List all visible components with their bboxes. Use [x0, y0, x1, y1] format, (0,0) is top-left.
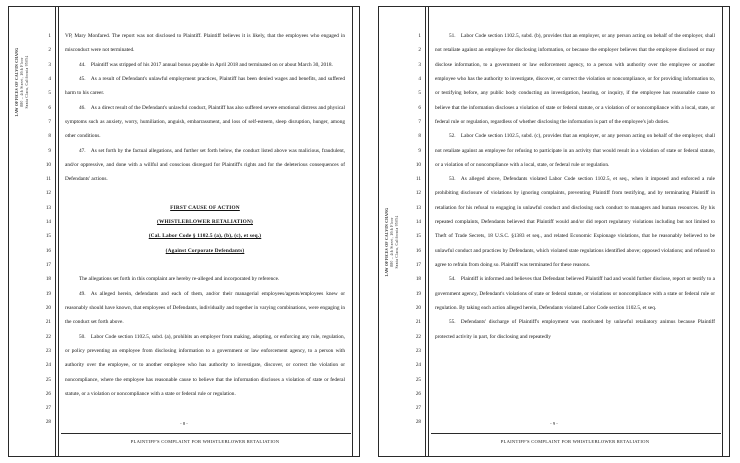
body-paragraph: 49. As alleged herein, defendants and each of them, and/or their managerial employees/agents/employees knew or reasonably should have known, that employees of Defendants, individually and together in varying combinations, were engaging in the conduct set forth above. — [65, 290, 345, 326]
line-number: 3 — [418, 61, 421, 68]
line-number: 10 — [45, 161, 51, 168]
line-number: 20 — [415, 304, 421, 311]
line-number: 4 — [48, 75, 51, 82]
blank-line — [65, 258, 345, 272]
page-sheet — [8, 6, 360, 457]
line-number: 28 — [415, 419, 421, 426]
line-number: 13 — [415, 204, 421, 211]
line-number: 13 — [45, 204, 51, 211]
body-paragraph: The allegations set forth in this complaint are hereby re-alleged and incorporated by reference. — [79, 276, 280, 283]
section-heading: (Cal. Labor Code § 1102.5 (a), (b), (c), et seq.) — [148, 233, 262, 240]
line-number: 22 — [415, 333, 421, 340]
footer-text-right: PLAINTIFF'S COMPLAINT FOR WHISTLEBLOWER RETALIATION — [500, 439, 650, 444]
line-number: 2 — [48, 47, 51, 54]
line-number: 17 — [45, 262, 51, 268]
blank-line — [65, 186, 345, 200]
line-number: 1 — [418, 33, 421, 39]
line-number: 1 — [48, 33, 51, 39]
line-number-column-right — [399, 29, 421, 430]
page-number-right: - 9 - — [550, 421, 558, 426]
footer-rule-left — [61, 433, 351, 434]
line-number: 21 — [45, 319, 51, 326]
line-number: 26 — [45, 390, 51, 397]
body-paragraph: 47. As set forth by the factual allegations, and further set forth below, the conduct listed above was malicious, fraudulent, and/or oppressive, and done with a willful and conscious disregard for Plaintiff's rights and for the deleterious consequences of Defendants' actions. — [65, 147, 345, 183]
line-number: 17 — [415, 262, 421, 268]
body-paragraph: 53. As alleged above, Defendants violated Labor Code section 1102.5, et seq., when it imposed and enforced a rule prohibiting disclosure of violations by ignoring complaints, preventing Plaintiff from testifying, and by terminating Plaintiff in retaliation for his refusal to engaging in unlawful conduct and disclosing such conduct to managers and human resources. By his repeated complaints, Defendants believed that Plaintiff would and/or did report regulatory violations including but not limited to Theft of Trade Secrets, 18 U.S.C. §1383 et seq., and related Economic Espionage violations, that he reasonably believed to be unlawful conduct and practices by Defendants, which violated state regulations identified above; opposed violations; and refused to agree to refrain from doing so. Plaintiff was terminated for these reasons. — [435, 176, 715, 268]
document-page-right — [370, 0, 740, 463]
line-number: 9 — [418, 147, 421, 154]
footer-rule-right — [431, 433, 721, 434]
line-number: 12 — [45, 190, 51, 197]
line-number: 8 — [48, 133, 51, 140]
line-number: 24 — [45, 362, 51, 369]
line-number: 25 — [415, 376, 421, 383]
footer-text-left: PLAINTIFF'S COMPLAINT FOR WHISTLEBLOWER RETALIATION — [130, 439, 280, 444]
firm-address-2: Santa Clara, California 95054 — [395, 215, 400, 269]
page-body-left — [65, 29, 345, 426]
line-number: 18 — [45, 276, 51, 283]
line-number: 28 — [45, 419, 51, 426]
body-paragraph: 52. Labor Code section 1102.5, subd. (c), provides that an employer, or any person acting on behalf of the employer, shall not retaliate against an employee for refusing to participate in an activity that would result in a violation of state or federal statute, or a violation of or noncompliance with a local, state, or federal rule or regulation. — [435, 133, 715, 168]
line-number: 7 — [48, 118, 51, 125]
line-number: 27 — [45, 405, 51, 412]
line-number: 15 — [45, 233, 51, 240]
line-number: 10 — [415, 161, 421, 168]
line-number: 8 — [418, 133, 421, 140]
line-number: 6 — [418, 104, 421, 111]
line-number: 16 — [415, 247, 421, 254]
margin-rule-inner — [58, 7, 59, 456]
line-number: 14 — [415, 219, 421, 226]
firm-name: LAW OFFICES OF CALVIN CHANG — [385, 207, 389, 277]
page-number-left: - 8 - — [180, 421, 188, 426]
line-number-column-left — [29, 29, 51, 430]
line-number: 14 — [45, 219, 51, 226]
line-number: 2 — [418, 47, 421, 54]
margin-rule-outer — [55, 7, 56, 456]
body-paragraph: 50. Labor Code section 1102.5, subd. (a), prohibits an employer from making, adopting, or enforcing any rule, regulation, or policy preventing an employee from disclosing information to a government or law enforcement agency, to a person with authority over the employee, or to another employee who has authority to investigate, discover, or correct the violation or noncompliance, where the employee has reasonable cause to believe that the information discloses a violation of state or federal statute, or a violation or noncompliance with a state or federal rule or regulation. — [65, 333, 345, 397]
line-number: 19 — [45, 290, 51, 297]
line-number: 16 — [45, 247, 51, 254]
line-number: 4 — [418, 75, 421, 82]
firm-address-1: 880 – 4th Street, 10th Floor — [20, 57, 25, 107]
line-number: 22 — [45, 333, 51, 340]
line-number: 23 — [415, 347, 421, 354]
body-paragraph: VP, Mary Monfared. The report was not disclosed to Plaintiff. Plaintiff believes it is likely, that the employees who engaged in misconduct were not terminated. — [65, 33, 345, 54]
line-number: 21 — [415, 319, 421, 326]
firm-name: LAW OFFICES OF CALVIN CHANG — [15, 47, 19, 117]
margin-rule-right — [722, 7, 723, 456]
body-paragraph: 46. As a direct result of the Defendant's unlawful conduct, Plaintiff has also suffered severe emotional distress and physical symptoms such as anxiety, worry, humiliation, anguish, embarrassment, and loss of self-esteem, sleep disruption, hunger, among other conditions. — [65, 104, 345, 140]
line-number: 23 — [45, 347, 51, 354]
margin-rule-inner — [428, 7, 429, 456]
line-number: 24 — [415, 362, 421, 369]
line-number: 5 — [418, 90, 421, 97]
line-number: 11 — [46, 176, 51, 183]
line-number: 18 — [415, 276, 421, 283]
section-heading: (Against Corporate Defendants) — [165, 247, 245, 254]
firm-address-1: 880 – 4th Street, 10th Floor — [390, 217, 395, 267]
line-number: 27 — [415, 405, 421, 412]
body-paragraph: 54. Plaintiff is informed and believes that Defendant believed Plaintiff had and would further disclose, report or testify to a government agency, Defendant's violations of state or federal statute, or violations or noncompliance with a state or federal rule or regulation. By taking each action alleged herein, Defendants violated Labor Code section 1102.5, et seq. — [435, 276, 715, 311]
line-number: 9 — [48, 147, 51, 154]
line-number: 20 — [45, 304, 51, 311]
line-number: 12 — [415, 190, 421, 197]
margin-rule-right — [352, 7, 353, 456]
page-body-right — [435, 29, 715, 426]
line-number: 5 — [48, 90, 51, 97]
body-paragraph: 44. Plaintiff was stripped of his 2017 annual bonus payable in April 2018 and terminated on or about March 30, 2018. — [79, 61, 333, 68]
line-number: 7 — [418, 118, 421, 125]
section-heading: FIRST CAUSE OF ACTION — [170, 204, 240, 211]
line-number: 11 — [416, 176, 421, 183]
margin-rule-outer — [425, 7, 426, 456]
body-paragraph: 51. Labor Code section 1102.5, subd. (b), provides that an employer, or any person acting on behalf of the employer, shall not retaliate against an employee for disclosing information, or because the employer believes that the employee disclosed or may disclose information, to a government or law enforcement agency, to a person with authority over the employee or another employee who has the authority to investigate, discover, or correct the violation or noncompliance, or for providing information to, or testifying before, any public body conducting an investigation, hearing, or inquiry, if the employee has reasonable cause to believe that the information discloses a violation of state or federal statute, or a violation of or noncompliance with a local, state, or federal rule or regulation, regardless of whether disclosing the information is part of the employee's job duties. — [435, 33, 715, 125]
firm-address-2: Santa Clara, California 95054 — [25, 55, 30, 109]
line-number: 15 — [415, 233, 421, 240]
page-sheet — [378, 6, 730, 457]
line-number: 19 — [415, 290, 421, 297]
line-number: 3 — [48, 61, 51, 68]
line-number: 26 — [415, 390, 421, 397]
line-number: 6 — [48, 104, 51, 111]
body-paragraph: 45. As a result of Defendant's unlawful employment practices, Plaintiff has been denied wages and benefits, and suffered harm to his career. — [65, 75, 345, 97]
body-paragraph: 55. Defendants' discharge of Plaintiff's employment was motivated by unlawful retaliatory animus because Plaintiff protected activity in part, for disclosing and repeatedly — [435, 319, 715, 340]
section-heading: (WHISTLEBLOWER RETALIATION) — [156, 219, 253, 226]
line-number: 25 — [45, 376, 51, 383]
